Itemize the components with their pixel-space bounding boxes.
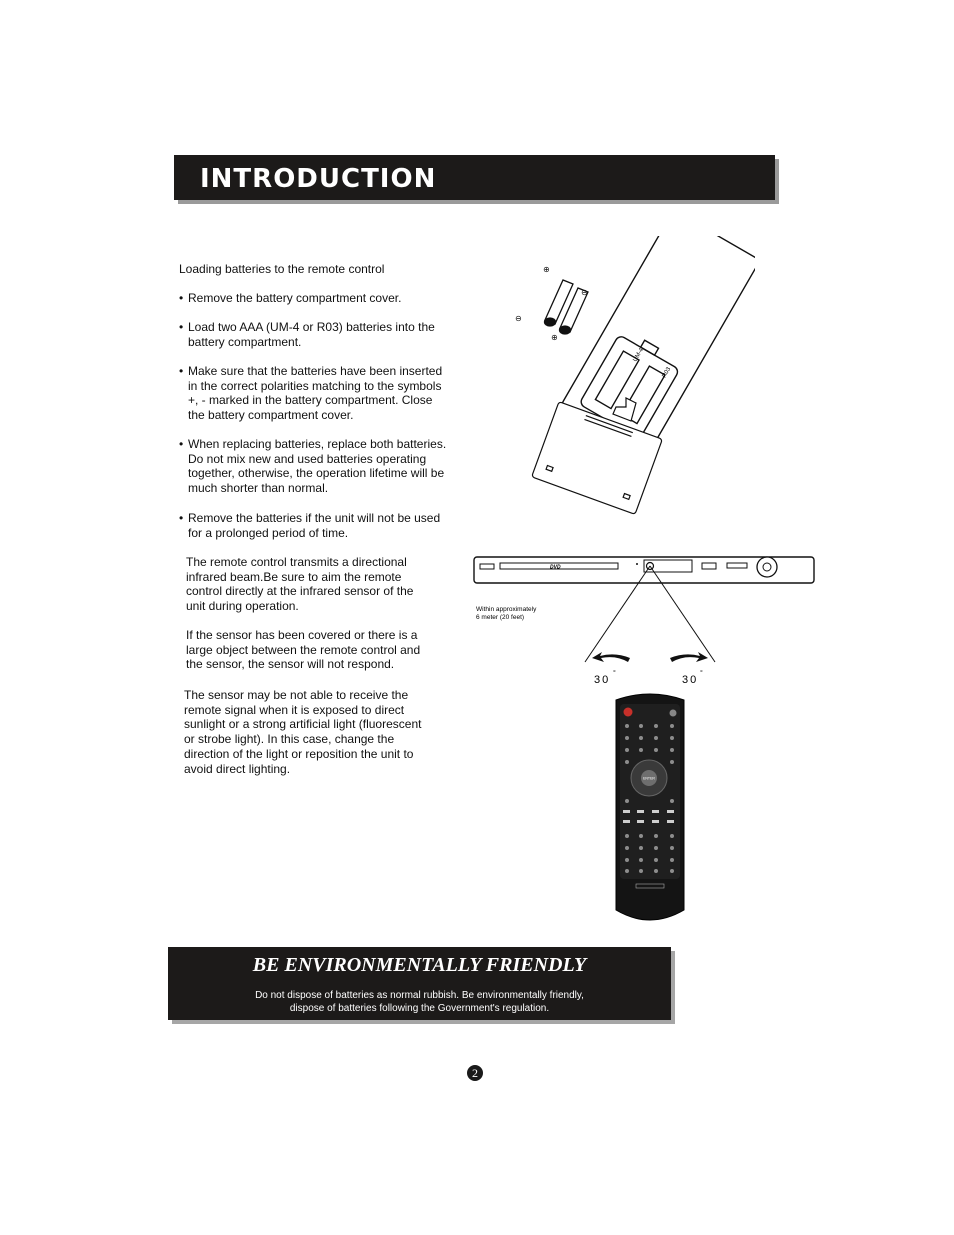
page-number: 2 [467,1065,483,1081]
angle-label-left: 30 [594,674,611,686]
control-knob [757,557,777,577]
bullet-item [188,320,450,349]
bullet-text: Remove the batteries if the unit will not be used for a prolonged period of time. [188,511,441,540]
env-banner-line: dispose of batteries following the Government's regulation. [289,1002,550,1014]
page-title: INTRODUCTION [200,164,437,194]
paragraph: The sensor may be not able to receive the remote signal when it is exposed to direct sunlight or a strong artificial light (fluorescent or strobe light). In this case, change the direction of the light or reposition the unit to avoid direct lighting. [184,688,422,776]
ir-range-diagram [470,554,820,689]
bullet-text: Load two AAA (UM-4 or R03) batteries into the battery compartment. [188,320,435,349]
bullet-item [188,437,454,496]
dvd-logo: DVD [550,564,561,571]
remote-control-diagram [612,690,688,930]
paragraph: The remote control transmits a directional infrared beam.Be sure to aim the remote control directly at the infrared sensor of the unit during operation. [186,555,414,614]
paragraph: If the sensor has been covered or there is a large object between the remote control and the sensor, the sensor will not respond. [186,628,421,672]
minus-symbol-icon: ⊖ [515,314,522,323]
bullet-text: Remove the battery compartment cover. [188,291,402,305]
curved-arrow-icon [592,652,630,662]
plus-symbol-icon: ⊕ [551,333,558,342]
angle-label-right: 30 [682,674,699,686]
battery-label-r03: R03 [661,366,673,379]
battery-label-um4: UM-4 [632,347,646,363]
plus-symbol-icon: ⊕ [543,265,550,274]
bullet-text: Make sure that the batteries have been inserted in the correct polarities matching to the symbols +, - marked in the battery compartment. Close the battery compartment cover. [188,364,443,423]
eject-icon [670,710,677,717]
section-heading: Loading batteries to the remote control [179,262,385,276]
degree-symbol-icon: ° [700,670,703,677]
bullet-item [188,364,450,423]
power-icon [624,708,633,717]
degree-symbol-icon: ° [613,670,616,677]
range-label: Within approximately [476,606,537,613]
env-banner-title: BE ENVIRONMENTALLY FRIENDLY [252,954,587,976]
minus-symbol-icon: ⊖ [581,288,588,297]
bullet-item [188,291,458,306]
enter-label: ENTER [643,776,655,781]
env-banner-text [168,990,671,1015]
curved-arrow-icon [670,652,708,662]
battery-loading-diagram [505,236,755,526]
bullet-text: When replacing batteries, replace both batteries. Do not mix new and used batteries operating together, otherwise, the operation lifetime will be much shorter than normal. [188,437,447,496]
env-banner-line: Do not dispose of batteries as normal rubbish. Be environmentally friendly, [255,990,584,1001]
bullet-item [188,511,450,540]
range-label: 6 meter (20 feet) [476,614,525,621]
